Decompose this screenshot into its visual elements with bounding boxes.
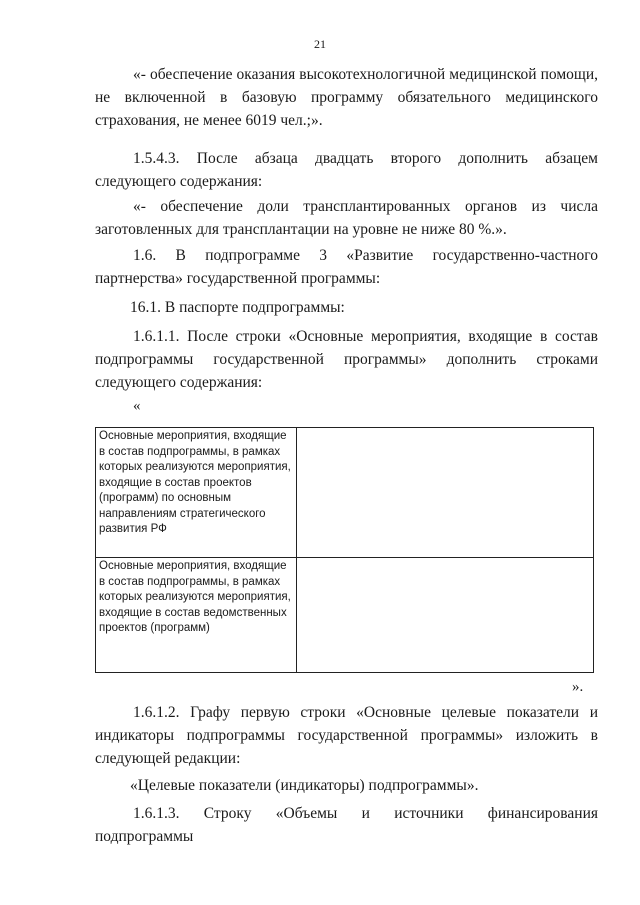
page-number: 21 bbox=[314, 37, 326, 51]
closing-quote-mark: ». bbox=[572, 679, 584, 695]
paragraph-16-1: 16.1. В паспорте подпрограммы: bbox=[130, 299, 345, 316]
paragraph-1-6-1-1: 1.6.1.1. После строки «Основные мероприятия, входящие в состав подпрограммы государственной программы» дополнить строками следующего содержания: bbox=[95, 328, 598, 391]
paragraph-hmp-goal: «- обеспечение оказания высокотехнологичной медицинской помощи, не включенной в базовую программу обязательного медицинского страхования, не менее 6019 чел.;». bbox=[95, 66, 598, 129]
table-cell-label: Основные мероприятия, входящие в состав подпрограммы, в рамках которых реализуются мероприятия, входящие в состав проектов (программ) по основным направлениям стратегического развития РФ bbox=[96, 428, 297, 558]
paragraph-1-5-4-3: 1.5.4.3. После абзаца двадцать второго дополнить абзацем следующего содержания: bbox=[95, 150, 598, 190]
opening-quote-mark: « bbox=[133, 398, 141, 414]
paragraph-transplant-goal: «- обеспечение доли трансплантированных органов из числа заготовленных для трансплантации на уровне не ниже 80 %.». bbox=[95, 198, 598, 238]
paragraph-1-6-1-3: 1.6.1.3. Строку «Объемы и источники финансирования подпрограммы bbox=[95, 805, 598, 845]
passport-table bbox=[95, 427, 594, 673]
paragraph-1-6-1-2: 1.6.1.2. Графу первую строки «Основные целевые показатели и индикаторы подпрограммы государственной программы» изложить в следующей редакции: bbox=[95, 704, 598, 767]
paragraph-1-6: 1.6. В подпрограмме 3 «Развитие государственно-частного партнерства» государственной программы: bbox=[95, 247, 598, 287]
table-cell-label: Основные мероприятия, входящие в состав подпрограммы, в рамках которых реализуются мероприятия, входящие в состав ведомственных проектов (программ) bbox=[96, 558, 297, 673]
paragraph-target-indicators: «Целевые показатели (индикаторы) подпрограммы». bbox=[130, 777, 479, 794]
table-cell-value bbox=[297, 558, 594, 673]
table-row bbox=[96, 558, 594, 673]
table-cell-value bbox=[297, 428, 594, 558]
table-row bbox=[96, 428, 594, 558]
